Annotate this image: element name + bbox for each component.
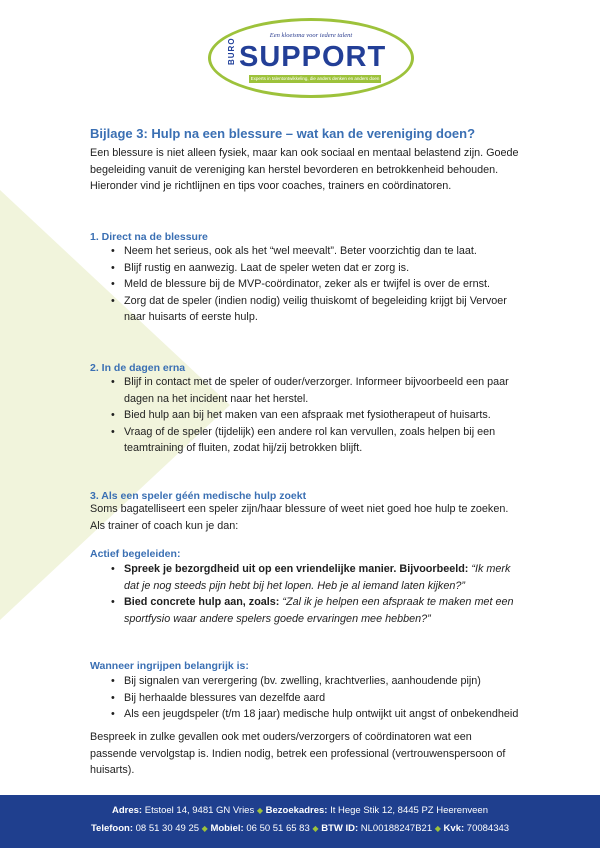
logo-brand: SUPPORT bbox=[239, 41, 387, 73]
intro-paragraph: Een blessure is niet alleen fysiek, maar kan ook sociaal en mentaal belastend zijn. Goede begeleiding vanuit de vereniging kan herstel bevorderen en betrokkenheid behouden. Hieronder vind je richtlijnen en tips voor coaches, trainers en coördinatoren. bbox=[90, 147, 519, 192]
logo-buro: BURO bbox=[227, 37, 236, 65]
footer bbox=[0, 795, 600, 848]
logo-tagline: Een kloeisma voor iedere talent bbox=[269, 32, 353, 39]
list-item: • Blijf in contact met de speler of ouder/verzorger. Informeer bijvoorbeeld een paar dagen na het incident naar het herstel. bbox=[111, 376, 509, 405]
section-1-list bbox=[90, 243, 520, 326]
list-item: • Zorg dat de speler (indien nodig) veilig thuiskomt of begeleiding krijgt bij Vervoer naar huisarts of eerste hulp. bbox=[111, 294, 507, 323]
list-item: • Spreek je bezorgdheid uit op een vriendelijke manier. Bijvoorbeeld: “Ik merk dat je nog steeds pijn hebt bij het lopen. Heb je al iemand laten kijken?” bbox=[111, 563, 511, 592]
logo-subline: Experts in talentontwikkeling, die anders denken en anders doen bbox=[250, 76, 380, 81]
separator-icon: ◆ bbox=[256, 806, 264, 815]
section-3-text: Soms bagatelliseert een speler zijn/haar blessure of weet niet goed hoe hulp te zoeken. Als trainer of coach kun je dan: bbox=[90, 503, 509, 532]
list-item: • Bied hulp aan bij het maken van een afspraak met fysiotherapeut of huisarts. bbox=[111, 409, 491, 421]
list-item: • Bij signalen van verergering (bv. zwelling, krachtverlies, aanhoudende pijn) bbox=[111, 675, 481, 687]
separator-icon: ◆ bbox=[434, 824, 441, 833]
list-item: • Meld de blessure bij de MVP-coördinator, zeker als er twijfel is over de ernst. bbox=[111, 278, 491, 290]
list-item: • Bied concrete hulp aan, zoals: “Zal ik je helpen een afspraak te maken met een sportfysio waar andere spelers goede ervaringen mee hebben?” bbox=[111, 596, 514, 625]
separator-icon: ◆ bbox=[201, 824, 208, 833]
closing-paragraph: Bespreek in zulke gevallen ook met ouders/verzorgers of coördinatoren wat een passende vervolgstap is. Indien nodig, betrek een professional (vertrouwenspersoon of huisarts). bbox=[90, 731, 506, 776]
section-1-heading: 1. Direct na de blessure bbox=[90, 231, 208, 243]
list-item: • Als een jeugdspeler (t/m 18 jaar) medische hulp ontwijkt uit angst of onbekendheid bbox=[111, 708, 519, 720]
page-title: Bijlage 3: Hulp na een blessure – wat kan de vereniging doen? bbox=[90, 126, 476, 141]
section-2-heading: 2. In de dagen erna bbox=[90, 362, 186, 374]
footer-contact-line: Telefoon: 08 51 30 49 25 ◆ Mobiel: 06 50 51 65 83 ◆ BTW ID: NL00188247B21 ◆ Kvk: 70084343 bbox=[90, 823, 510, 834]
list-item: • Neem het serieus, ook als het “wel meevalt”. Beter voorzichtig dan te laat. bbox=[111, 245, 477, 257]
list-item: • Vraag of de speler (tijdelijk) een andere rol kan vervullen, zoals helpen bij een teamtraining of fluiten, zodat hij/zij betrokken blijft. bbox=[111, 425, 496, 454]
separator-icon: ◆ bbox=[312, 824, 319, 833]
section-2-list bbox=[90, 374, 520, 457]
list-item: • Bij herhaalde blessures van dezelfde aard bbox=[111, 691, 326, 704]
list-item: • Blijf rustig en aanwezig. Laat de speler weten dat er zorg is. bbox=[111, 261, 410, 274]
section-4-list bbox=[90, 673, 520, 723]
section-3-subheading: Actief begeleiden: bbox=[90, 548, 181, 560]
section-3-list bbox=[90, 561, 520, 627]
section-3-heading: 3. Als een speler géén medische hulp zoekt bbox=[90, 490, 307, 502]
section-4-heading: Wanneer ingrijpen belangrijk is: bbox=[90, 660, 249, 672]
footer-address-line: Adres: Etstoel 14, 9481 GN Vries ◆ Bezoekadres: It Hege Stik 12, 8445 PZ Heerenveen bbox=[112, 805, 488, 816]
buro-support-logo bbox=[208, 18, 414, 98]
